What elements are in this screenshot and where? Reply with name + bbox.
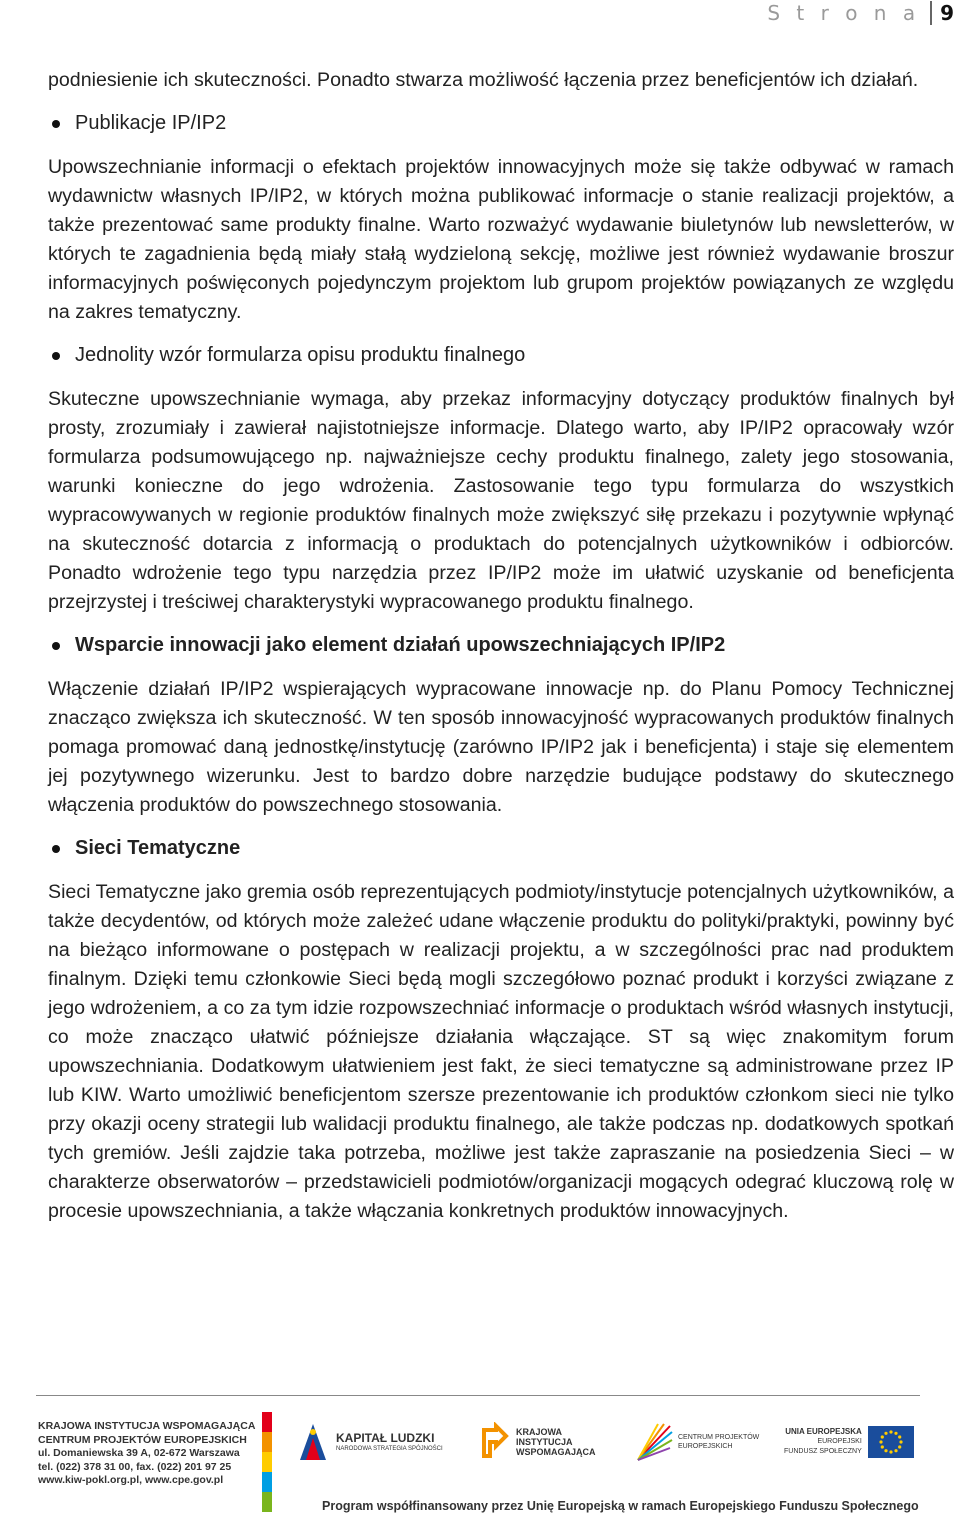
kiw-logo-line: INSTYTUCJA — [516, 1437, 573, 1447]
kapital-ludzki-logo — [296, 1420, 443, 1464]
bullet-icon — [52, 352, 60, 360]
eu-logo-line: FUNDUSZ SPOŁECZNY — [784, 1448, 862, 1455]
section-title: Sieci Tematyczne — [75, 837, 241, 859]
footer-org-line: ul. Domaniewska 39 A, 02-672 Warszawa — [38, 1447, 240, 1459]
footer-org-line: CENTRUM PROJEKTÓW EUROPEJSKICH — [38, 1433, 247, 1446]
color-stripe-icon — [262, 1412, 272, 1512]
program-cofinancing-line: Program współfinansowany przez Unię Europejską w ramach Europejskiego Funduszu Społecznego — [322, 1499, 919, 1513]
kiw-logo-line: KRAJOWA — [516, 1427, 563, 1437]
eu-flag-icon — [868, 1426, 914, 1458]
section-paragraph: Sieci Tematyczne jako gremia osób reprezentujących podmioty/instytucje potencjalnych użytkowników, a także decydentów, od których może zależeć udane włączenie produktu do polityki/praktyki, powinny być na bieżąco informowane o postępach w realizacji projektu, a w szczególności prac nad produktem finalnym. Dzięki temu członkowie Sieci będą mogli szczegółowo poznać produkt i korzyści związane z jego wdrożeniem, a co za tym idzie rozpowszechniać informacje o produktach wśród własnych instytucji, co może znacząco ułatwić późniejsze działania włączające. ST są więc znakomitym forum upowszechniania. Dodatkowym ułatwieniem jest fakt, że sieci tematyczne są administrowane przez IP lub KIW. Warto umożliwić beneficjentom szersze prezentowanie ich produktów członkom sieci nie tylko przy okazji oceny strategii lub walidacji produktu finalnego, ale także podczas np. dodatkowych spotkań tych gremiów. Jeśli zajdzie taka potrzeba, możliwe jest także zapraszanie na posiedzenia Sieci – w charakterze obserwatorów – przedstawicieli podmiotów/organizacji mogących odegrać kluczową rolę w procesie upowszechniania, a także włączania konkretnych produktów innowacyjnych. — [48, 881, 954, 1222]
section-heading-sieci-tematyczne — [48, 834, 954, 863]
kiw-arrow-icon — [480, 1422, 510, 1462]
footer-divider — [36, 1395, 920, 1396]
section-heading-wsparcie-innowacji — [48, 631, 954, 660]
bullet-icon — [52, 642, 60, 650]
section-paragraph: Skuteczne upowszechnianie wymaga, aby przekaz informacyjny dotyczący produktów finalnych był prosty, zrozumiały i zawierał najistotniejsze informacje. Dlatego warto, aby IP/IP2 opracowały wzór formularza podsumowującego np. najważniejsze cechy produktu finalnego, zalety jego stosowania, warunki konieczne do jego wdrożenia. Zastosowanie tego typu formularza do wszystkich wypracowywanych w regionie produktów finalnych może zwiększyć siłę przekazu i pozytywnie wpłynąć na skuteczność dotarcia z informacją o produktach do potencjalnych użytkowników i odbiorców. Ponadto wdrożenie tego typu narzędzia przez IP/IP2 może im ułatwić uzyskanie od beneficjenta przejrzystej i treściwej charakterystyki wypracowanego produktu finalnego. — [48, 388, 954, 613]
footer-org-info — [38, 1420, 278, 1488]
kapital-ludzki-emblem-icon — [296, 1420, 330, 1464]
section-paragraph: Włączenie działań IP/IP2 wspierających wypracowane innowacje np. do Planu Pomocy Technicznej znacząco zwiększa ich skuteczność. W ten sposób innowacyjność wypracowanych produktów finalnych pomaga promować daną jednostkę/instytucję (zarówno IP/IP2 jak i beneficjenta) i staje się elementem jej pozytywnego wizerunku. Jest to bardzo dobre narzędzie budujące podstawy do skutecznego włączenia produktów do powszechnego stosowania. — [48, 678, 954, 816]
eu-logo-line: EUROPEJSKI — [817, 1438, 862, 1445]
eu-logo-line: UNIA EUROPEJSKA — [785, 1427, 862, 1436]
section-paragraph: Upowszechnianie informacji o efektach projektów innowacyjnych może się także odbywać w ramach wydawnictw własnych IP/IP2, w których można publikować informacje o stanie realizacji projektów, a także prezentować same produkty finalne. Warto rozważyć wydawanie biuletynów lub newsletterów, w których te zagadnienia będą miały stałą wydzieloną sekcję, możliwe jest również wydawanie broszur informacyjnych poświęconych pojedynczym projektom lub grupom projektów powiązanych ze względu na zakres tematyczny. — [48, 156, 954, 323]
page-header — [767, 0, 960, 26]
page-footer — [0, 1400, 960, 1516]
section-heading-publikacje — [48, 109, 954, 138]
cpe-logo — [634, 1420, 759, 1464]
cpe-logo-line: EUROPEJSKICH — [678, 1443, 733, 1450]
footer-org-line: KRAJOWA INSTYTUCJA WSPOMAGAJĄCA — [38, 1420, 256, 1432]
section-title: Wsparcie innowacji jako element działań upowszechniających IP/IP2 — [75, 634, 726, 656]
page-number: 9 — [940, 1, 954, 25]
kapital-ludzki-subtitle: NARODOWA STRATEGIA SPÓJNOŚCI — [336, 1446, 443, 1452]
footer-org-line: tel. (022) 378 31 00, fax. (022) 201 97 25 — [38, 1460, 232, 1473]
footer-org-line: www.kiw-pokl.org.pl, www.cpe.gov.pl — [38, 1474, 224, 1486]
section-title: Publikacje IP/IP2 — [75, 112, 227, 134]
kapital-ludzki-title: KAPITAŁ LUDZKI — [336, 1431, 435, 1445]
page-label: S t r o n a — [767, 1, 932, 25]
intro-paragraph: podniesienie ich skuteczności. Ponadto stwarza możliwość łączenia przez beneficjentów ich działań. — [48, 69, 919, 91]
section-title: Jednolity wzór formularza opisu produktu finalnego — [75, 344, 526, 366]
eu-logo — [784, 1420, 914, 1464]
kiw-logo-line: WSPOMAGAJĄCA — [516, 1447, 596, 1457]
bullet-icon — [52, 845, 60, 853]
document-body — [48, 66, 954, 1226]
section-heading-jednolity-wzor — [48, 341, 954, 370]
cpe-logo-line: CENTRUM PROJEKTÓW — [678, 1434, 760, 1441]
cpe-fan-icon — [634, 1420, 674, 1464]
bullet-icon — [52, 120, 60, 128]
kiw-logo — [480, 1420, 596, 1464]
